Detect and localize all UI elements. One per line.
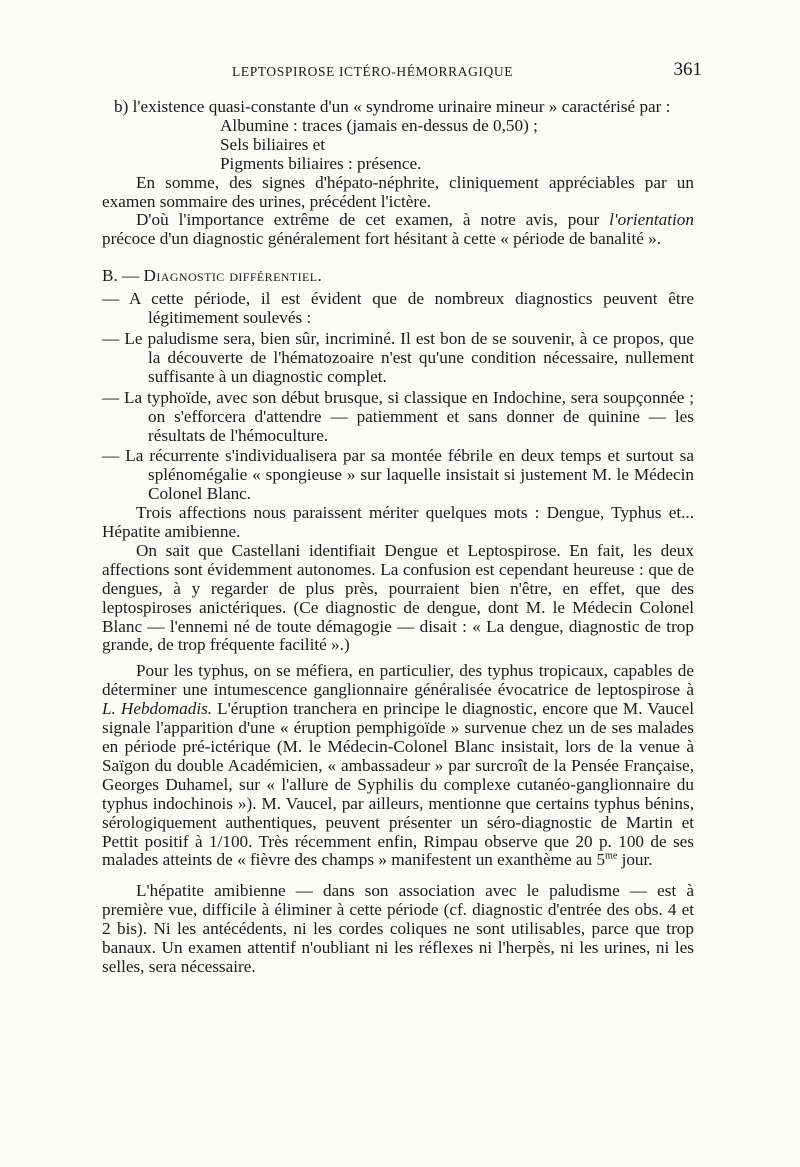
text-run: précoce d'un diagnostic généralement fort hésitant à cette « période de banalité ». [102, 229, 662, 249]
dash-item: — Le paludisme sera, bien sûr, incriminé. Il est bon de se souvenir, à ce propos, que la découverte de l'hématozoaire n'est qu'une condition nécessaire, nullement suffisante à un diagnostic complet. [102, 328, 694, 386]
paragraph-en-somme: En somme, des signes d'hépato-néphrite, cliniquement appréciables par un examen sommaire des urines, précédent l'ictère. [102, 172, 694, 211]
list-item: Albumine : traces (jamais en-dessus de 0,50) ; [220, 115, 538, 135]
section-heading [102, 267, 694, 286]
paragraph-typhus [102, 662, 694, 870]
paragraph-hepatite: L'hépatite amibienne — dans son association avec le paludisme — est à première vue, difficile à éliminer à cette période (cf. diagnostic d'entrée des obs. 4 et 2 bis). Ni les antécédents, ni les cordes coliques ne sont utilisables, parce que trop banaux. Un examen attentif n'oubliant ni les réflexes ni l'herpès, ni les urines, ni les selles, sera nécessaire. [102, 881, 694, 976]
list-item: Sels biliaires et [220, 134, 326, 154]
page-header [232, 59, 702, 84]
list-item: Pigments biliaires : présence. [220, 153, 422, 173]
dash-item: — La typhoïde, avec son début brusque, si classique en Indochine, sera soupçonnée ; on s'efforcera d'attendre — patiemment et sans donner de quinine — les résultats de l'hémoculture. [102, 387, 694, 445]
text-run: D'où l'importance extrême de cet examen, à notre avis, pour [136, 210, 600, 230]
text-run: Pour les typhus, on se méfiera, en particulier, des typhus tropicaux, capables de déterminer une intumescence ganglionnaire généralisée évocatrice de leptospirose à [102, 661, 694, 700]
body-text [102, 98, 694, 977]
page-number: 361 [673, 59, 702, 80]
section-label: B. — [102, 266, 140, 286]
text-run: L'éruption tranchera en principe le diagnostic, encore que M. Vaucel signale l'apparition d'une « éruption pemphigoïde » survenue chez un de ses malades en période pré-ictérique (M. le Médecin-Colonel Blanc insistait, lors de la venue à Saïgon du double Académicien, « ambassadeur » par surcroît de la Pensée Française, Georges Duhamel, sur « l'allure de Syphilis du complexe cutanéo-ganglionnaire du typhus indochinois »). M. Vaucel, par ailleurs, mentionne que certains typhus bénins, sérologiquement authentiques, peuvent présenter un séro-diagnostic de Martin et Pettit positif à 1/100. Très récemment enfin, Rimpau observe que 20 p. 100 de ses malades atteints de « fièvre des champs » manifestent un exanthème au 5 [102, 699, 695, 870]
superscript: me [605, 850, 618, 862]
running-title: LEPTOSPIROSE ICTÉRO-HÉMORRAGIQUE [232, 64, 514, 79]
item-b-intro: b) l'existence quasi-constante d'un « syndrome urinaire mineur » caractérisé par : [114, 97, 671, 116]
urine-findings-list [220, 117, 694, 174]
dash-item: — La récurrente s'individualisera par sa montée fébrile en deux temps et surtout sa splénomégalie « spongieuse » sur laquelle insistait si justement M. le Médecin Colonel Blanc. [102, 446, 694, 504]
emphasis-orientation: l'orientation [609, 210, 694, 230]
paragraph-castellani: On sait que Castellani identifiait Dengue et Leptospirose. En fait, les deux affections sont évidemment autonomes. La confusion est cependant heureuse : que de dengues, à y regarder de plus près, pourraient bien n'être, en effet, que des leptospiroses anictériques. (Ce diagnostic de dengue, dont M. le Médecin Colonel Blanc — l'ennemi né de toute démagogie — disait : « La dengue, diagnostic de trop grande, de trop fréquente facilité ».) [102, 540, 694, 655]
section-title: Diagnostic différentiel. [143, 266, 323, 286]
emphasis-hebdomadis: L. Hebdomadis. [102, 699, 213, 719]
paragraph-importance [102, 211, 694, 249]
dash-item: — A cette période, il est évident que de nombreux diagnostics peuvent être légitimement soulevés : [102, 289, 694, 328]
text-run: jour. [621, 850, 653, 870]
paragraph-trois-affections: Trois affections nous paraissent mériter quelques mots : Dengue, Typhus et... Hépatite amibienne. [102, 503, 694, 542]
